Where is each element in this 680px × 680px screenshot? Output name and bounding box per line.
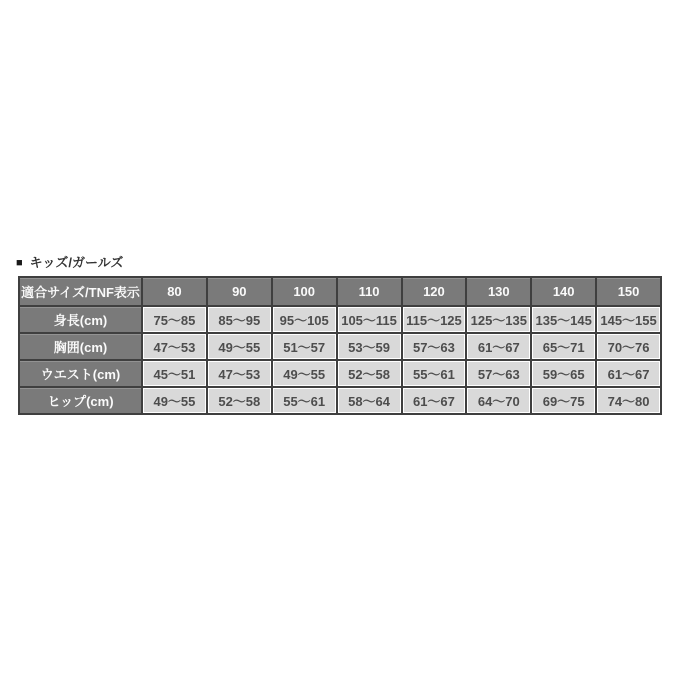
row-label-cell: 胸囲(cm) [19,333,142,360]
data-cell: 52〜58 [337,360,402,387]
section-title [16,255,123,271]
data-cell: 59〜65 [531,360,596,387]
header-size-cell: 80 [142,277,207,306]
data-cell: 70〜76 [596,333,661,360]
data-cell: 145〜155 [596,306,661,333]
data-cell: 45〜51 [142,360,207,387]
data-cell: 52〜58 [207,387,272,414]
size-chart-container [18,276,662,415]
data-cell: 61〜67 [596,360,661,387]
row-label-cell: 身長(cm) [19,306,142,333]
header-size-cell: 120 [402,277,467,306]
data-cell: 49〜55 [272,360,337,387]
data-cell: 58〜64 [337,387,402,414]
header-size-cell: 100 [272,277,337,306]
data-cell: 135〜145 [531,306,596,333]
data-cell: 53〜59 [337,333,402,360]
black-square-bullet-icon: ■ [16,257,23,269]
data-cell: 65〜71 [531,333,596,360]
data-cell: 64〜70 [466,387,531,414]
header-size-cell: 110 [337,277,402,306]
data-cell: 47〜53 [207,360,272,387]
data-cell: 57〜63 [466,360,531,387]
header-row [19,277,661,306]
row-label-cell: ウエスト(cm) [19,360,142,387]
table-row-waist [19,360,661,387]
table-row-chest [19,333,661,360]
data-cell: 105〜115 [337,306,402,333]
data-cell: 95〜105 [272,306,337,333]
data-cell: 49〜55 [142,387,207,414]
data-cell: 51〜57 [272,333,337,360]
data-cell: 85〜95 [207,306,272,333]
header-size-cell: 150 [596,277,661,306]
data-cell: 69〜75 [531,387,596,414]
header-label-cell: 適合サイズ/TNF表示 [19,277,142,306]
data-cell: 115〜125 [402,306,467,333]
data-cell: 47〜53 [142,333,207,360]
section-title-label: キッズ/ガールズ [29,255,124,270]
data-cell: 74〜80 [596,387,661,414]
data-cell: 125〜135 [466,306,531,333]
data-cell: 55〜61 [402,360,467,387]
data-cell: 57〜63 [402,333,467,360]
data-cell: 55〜61 [272,387,337,414]
data-cell: 49〜55 [207,333,272,360]
header-size-cell: 130 [466,277,531,306]
row-label-cell: ヒップ(cm) [19,387,142,414]
table-row-hip [19,387,661,414]
table-row-height [19,306,661,333]
size-chart-table [18,276,662,415]
data-cell: 61〜67 [402,387,467,414]
data-cell: 75〜85 [142,306,207,333]
header-size-cell: 90 [207,277,272,306]
header-size-cell: 140 [531,277,596,306]
data-cell: 61〜67 [466,333,531,360]
